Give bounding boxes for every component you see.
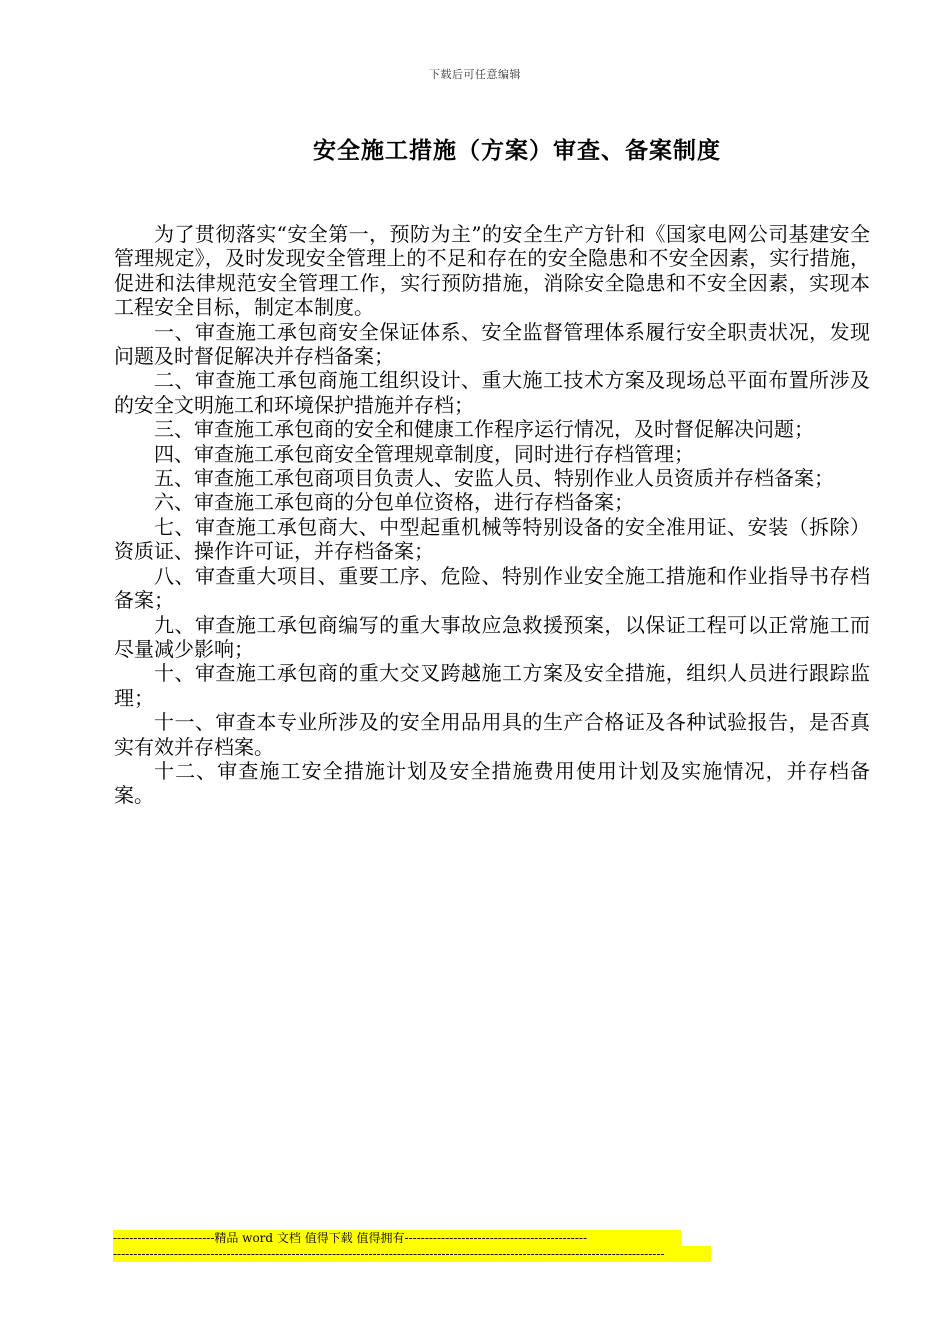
clause-paragraph: 六、审查施工承包商的分包单位资格，进行存档备案； — [154, 490, 634, 515]
clause-paragraph: 八、审查重大项目、重要工序、危险、特别作业安全施工措施和作业指导书存档备案； — [114, 563, 870, 613]
footer-banner — [113, 1230, 713, 1262]
clause-paragraph: 三、审查施工承包商的安全和健康工作程序运行情况，及时督促解决问题； — [154, 417, 814, 442]
document-title: 安全施工措施（方案）审查、备案制度 — [313, 138, 721, 164]
document-body — [114, 222, 870, 808]
clause-paragraph: 十二、审查施工安全措施计划及安全措施费用使用计划及实施情况，并存档备案。 — [114, 758, 870, 808]
clause-paragraph: 十一、审查本专业所涉及的安全用品用具的生产合格证及各种试验报告，是否真实有效并存档案。 — [114, 710, 870, 759]
clause-paragraph: 九、审查施工承包商编写的重大事故应急救援预案，以保证工程可以正常施工而尽量减少影响； — [114, 612, 870, 661]
clause-paragraph: 十、审查施工承包商的重大交叉跨越施工方案及安全措施，组织人员进行跟踪监理； — [114, 661, 870, 710]
clause-paragraph: 一、审查施工承包商安全保证体系、安全监督管理体系履行安全职责状况，发现问题及时督促解决并存档备案； — [114, 319, 870, 369]
header-note: 下载后可任意编辑 — [429, 68, 521, 81]
intro-paragraph: 为了贯彻落实“安全第一，预防为主”的安全生产方针和《国家电网公司基建安全管理规定》，及时发现安全管理上的不足和存在的安全隐患和不安全因素，实行措施，促进和法律规范安全管理工作，实行预防措施，消除安全隐患和不安全因素，实现本工程安全目标，制定本制度。 — [114, 222, 870, 320]
footer-line-promo: -------------------------精品 word 文档 值得下载 值得拥有--------------------------------------------- — [113, 1230, 681, 1246]
clause-paragraph: 七、审查施工承包商大、中型起重机械等特别设备的安全准用证、安装（拆除）资质证、操作许可证，并存档备案； — [114, 514, 870, 564]
clause-paragraph: 二、审查施工承包商施工组织设计、重大施工技术方案及现场总平面布置所涉及的安全文明施工和环境保护措施并存档； — [114, 368, 870, 417]
clause-paragraph: 五、审查施工承包商项目负责人、安监人员、特别作业人员资质并存档备案； — [154, 466, 834, 491]
footer-line-dashes: ---------------------------------------------------------------------------------------------------------------------------------------- — [113, 1246, 711, 1262]
clause-paragraph: 四、审查施工承包商安全管理规章制度，同时进行存档管理； — [154, 441, 694, 466]
